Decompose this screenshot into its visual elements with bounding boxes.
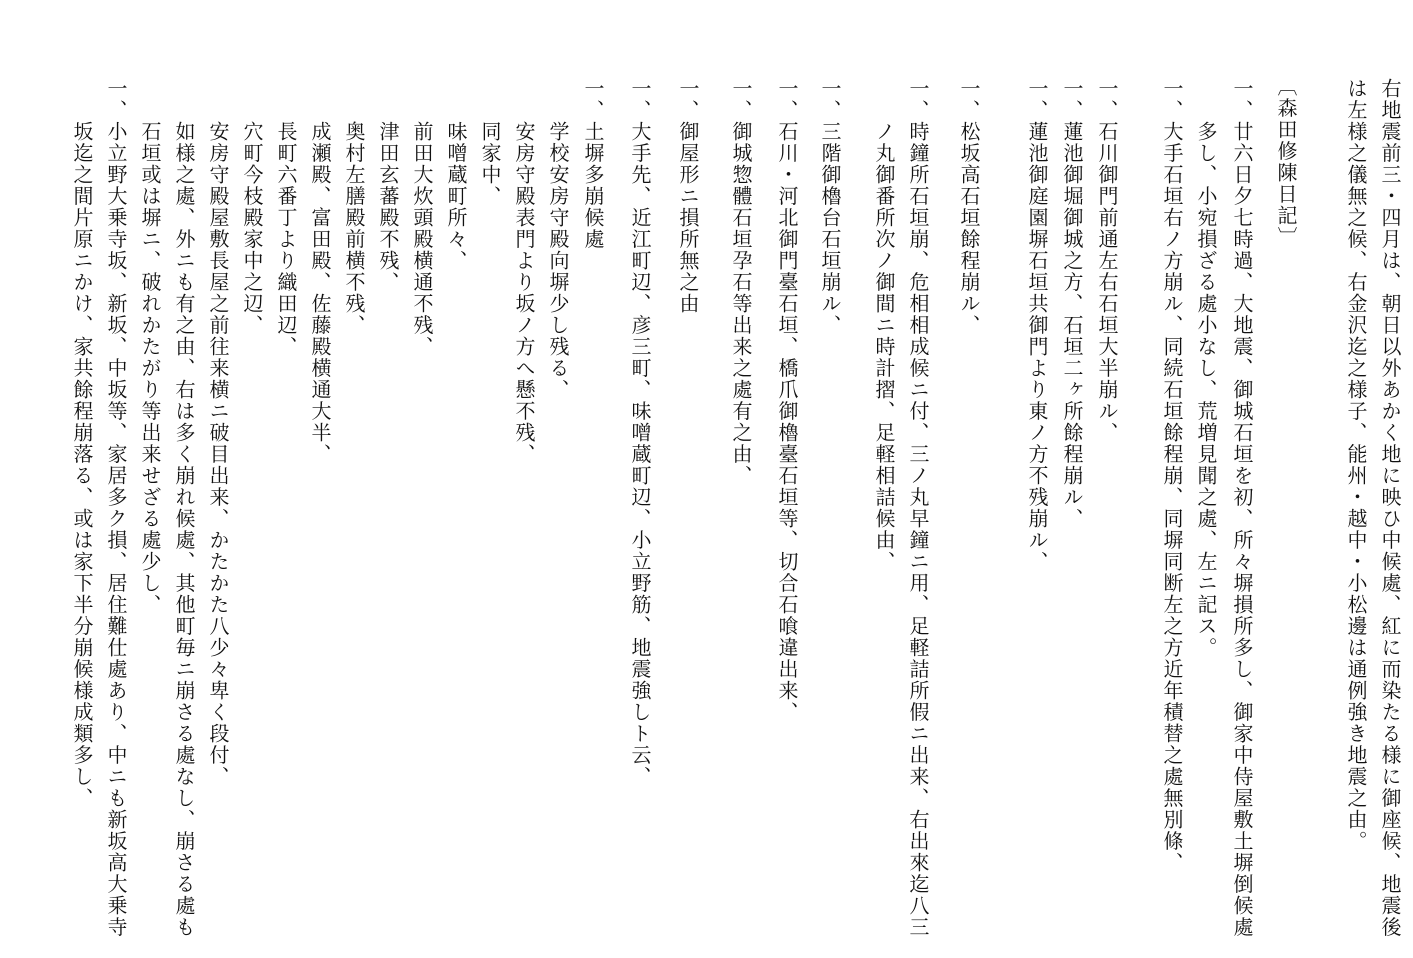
text-column: 穴町今枝殿家中之辺、 (240, 78, 264, 336)
text-column: 安房守殿表門より坂ノ方へ懸不残、 (512, 78, 536, 465)
text-column: 一、土塀多崩候處 (581, 78, 605, 250)
text-column: 坂迄之間片原ニかけ、家共餘程崩落る、或は家下半分崩候様成類多し、 (70, 78, 94, 809)
text-column: 一、松坂高石垣餘程崩ル、 (957, 78, 981, 336)
text-column: 一、石川・河北御門臺石垣、橋爪御櫓臺石垣等、切合石喰違出来、 (775, 78, 799, 723)
text-column: 前田大炊頭殿横通不残、 (410, 78, 434, 358)
text-column: 成瀬殿、富田殿、佐藤殿横通大半、 (308, 78, 332, 465)
text-column: 一、時鐘所石垣崩、危相相成候ニ付、三ノ丸早鐘ニ用、足軽詰所假ニ出来、右出來迄八三 (906, 78, 930, 938)
text-column: 奥村左膳殿前横不残、 (342, 78, 366, 336)
text-column: 一、廿六日夕七時過、大地震、御城石垣を初、所々塀損所多し、御家中侍屋敷土塀倒候處 (1230, 78, 1254, 938)
text-column: 多し、小宛損ざる處小なし、荒増見聞之處、左ニ記ス。 (1194, 78, 1218, 659)
text-column: 一、蓮池御堀御城之方、石垣二ヶ所餘程崩ル、 (1060, 78, 1084, 530)
text-column: 安房守殿屋敷長屋之前往来横ニ破目出来、かたかた八少々卑く段付、 (206, 78, 230, 788)
text-column: は左様之儀無之候、右金沢迄之様子、能州・越中・小松邊は通例強き地震之由。 (1344, 78, 1368, 852)
text-column: ノ丸御番所次ノ御間ニ時計摺、足軽相詰候由、 (872, 78, 896, 573)
text-column: 味噌蔵町所々、 (444, 78, 468, 272)
text-column: 如様之處、外ニも有之由、右は多く崩れ候處、其他町毎ニ崩さる處なし、崩さる處も (172, 78, 196, 938)
source-heading: 〔森田修陳日記〕 (1274, 76, 1298, 248)
text-column: 石垣或は塀ニ、破れかたがり等出来せざる處少し、 (138, 78, 162, 616)
text-column: 一、大手先、近江町辺、彦三町、味噌蔵町辺、小立野筋、地震強しト云、 (628, 78, 652, 788)
text-column: 一、石川御門前通左右石垣大半崩ル、 (1095, 78, 1119, 444)
text-column: 一、蓮池御庭園塀石垣共御門より東ノ方不残崩ル、 (1025, 78, 1049, 573)
text-column: 津田玄蕃殿不残、 (376, 78, 400, 293)
text-column: 一、御屋形ニ損所無之由 (676, 78, 700, 315)
text-column: 一、御城惣體石垣孕石等出来之處有之由、 (729, 78, 753, 487)
text-column: 長町六番丁より織田辺、 (274, 78, 298, 358)
text-column: 一、三階御櫓台石垣崩ル、 (818, 78, 842, 336)
text-column: 右地震前三・四月は、朝日以外あかく地に映ひ中候處、紅に而染たる様に御座候、地震後 (1378, 78, 1402, 938)
text-column: 一、小立野大乗寺坂、新坂、中坂等、家居多ク損、居住難仕處あり、中ニも新坂高大乗寺 (104, 78, 128, 938)
text-column: 一、大手石垣右ノ方崩ル、同続石垣餘程崩、同塀同断左之方近年積替之處無別條、 (1160, 78, 1184, 874)
text-column: 学校安房守殿向塀少し残る、 (546, 78, 570, 401)
text-column: 同家中、 (478, 78, 502, 207)
